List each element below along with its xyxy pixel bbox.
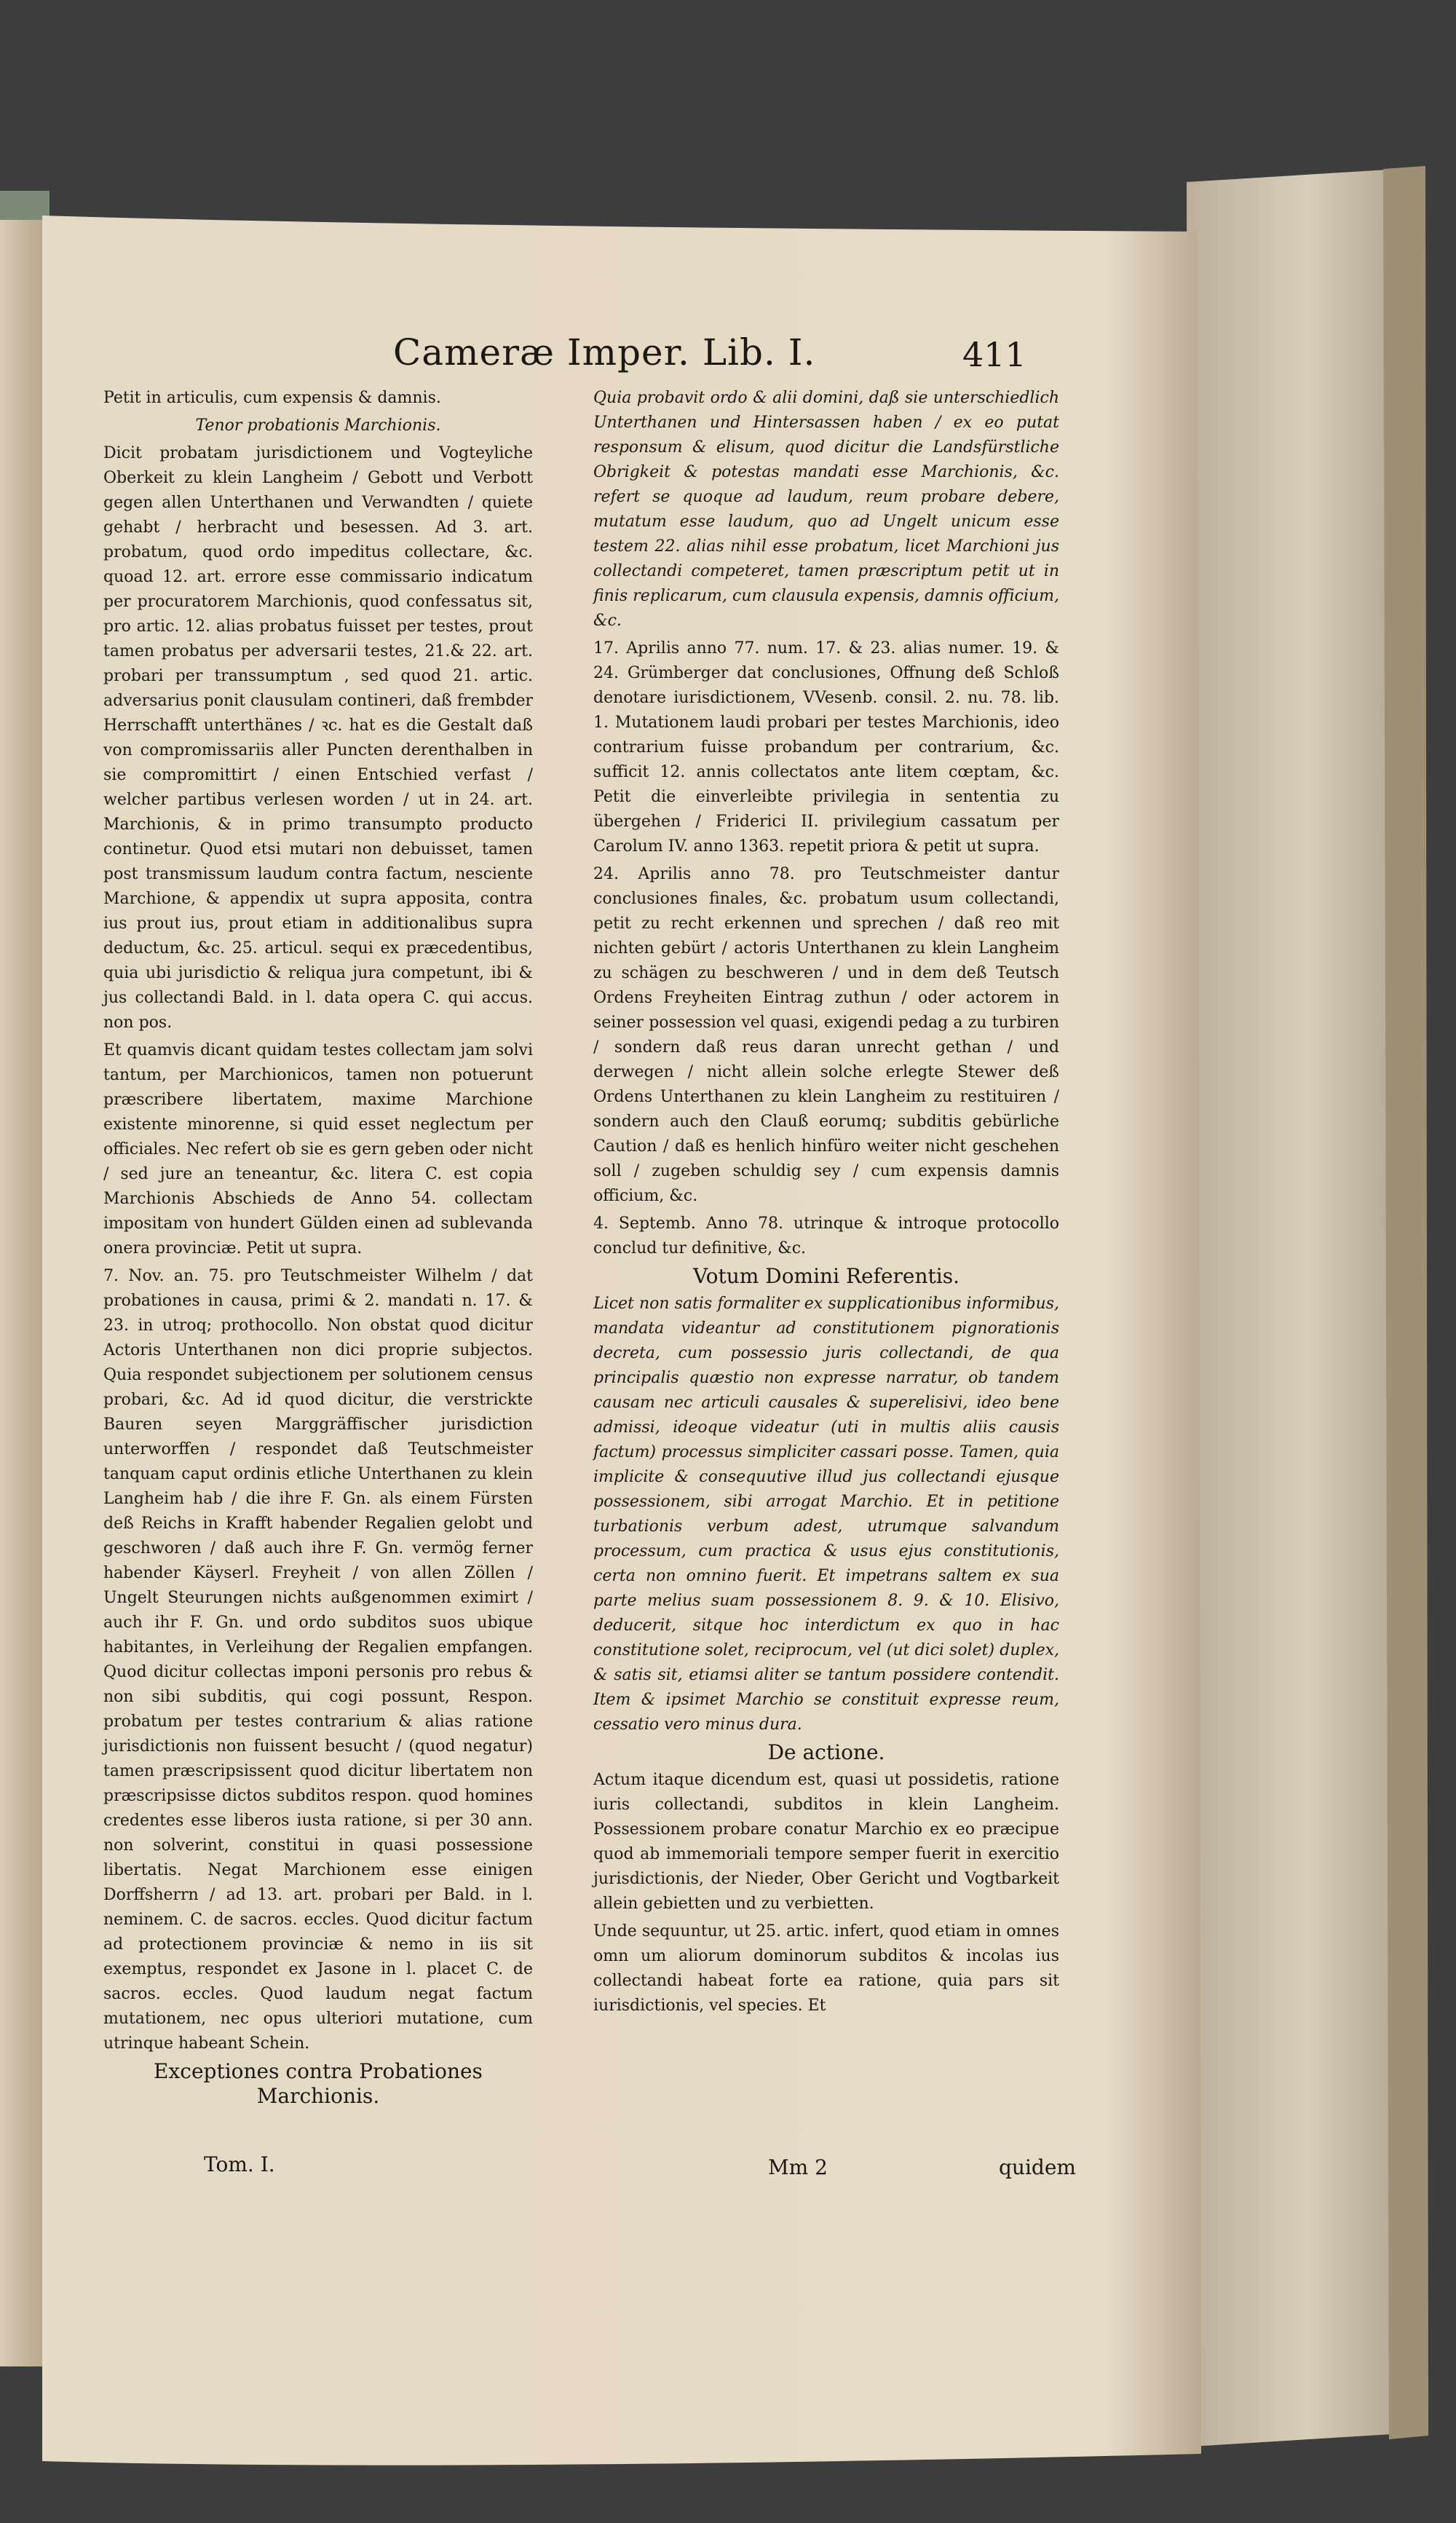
left-paragraph: Et quamvis dicant quidam testes collectam jam solvi tantum, per Marchionicos, tamen non potuerunt præscribere libertatem, maxime Marchione existente minorenne, si quid esset neglectum per officiales. Nec refert ob sie es gern geben oder nicht / sed jure an teneantur, &c. litera C. est copia Marchionis Abschieds de Anno 54. collectam impositam von hundert Gülden einen ad sublevanda onera provinciæ. Petit ut supra. [103, 1041, 533, 1257]
right-column [593, 386, 1059, 2021]
right-paragraph: De actione. [767, 1740, 885, 1764]
right-paragraph: Votum Domini Referentis. [693, 1264, 960, 1288]
left-column [103, 386, 533, 2112]
page-number: 411 [962, 335, 1026, 374]
right-paragraph: 4. Septemb. Anno 78. utrinque & introque protocollo conclud tur definitive, &c. [593, 1215, 1059, 1257]
signature-mark: Mm 2 [768, 2155, 828, 2179]
left-paragraph: 7. Nov. an. 75. pro Teutschmeister Wilhelm / dat probationes in causa, primi & 2. mandati n. 17. & 23. in utroq; prothocollo. Non obstat quod dicitur Actoris Unterthanen non dici proprie subjectos. Quia respondet subjectionem per solutionem census probari, &c. Ad id quod dicitur, die verstrickte Bauren seyen Marggräffischer jurisdiction unterworffen / respondet daß Teutschmeister tanquam caput ordinis etliche Unterthanen zu klein Langheim hab / die ihre F. Gn. als einem Fürsten deß Reichs in Krafft habender Regalien gelobt und geschworen / daß auch ihre F. Gn. vermög ferner habender Käyserl. Freyheit / von allen Zöllen / Ungelt Steurungen nichts außgenommen eximirt / auch ihr F. Gn. und ordo subditos suos ubique habitantes, in Verleihung der Regalien empfangen. Quod dicitur collectas imponi personis pro rebus & non sibi subditis, qui cogi possunt, Respon. probatum per testes contrarium & alias ratione jurisdictionis non fuissent besucht / (quod negatur) tamen præscripsissent quod dicitur libertatem non præscripsisse dictos subditos respon. quod homines credentes esse liberos iusta ratione, si per 30 ann. non solverint, constitui in quasi possessione libertatis. Negat Marchionem esse einigen Dorffsherrn / ad 13. art. probari per Bald. in l. neminem. C. de sacros. eccles. Quod dicitur factum ad protectionem provinciæ & nemo in iis sit exemptus, respondet ex Jasone in l. placet C. de sacros. eccles. Quod laudum negat factum mutationem, nec opus ulteriori mutatione, cum utrinque habeant Schein. [103, 1267, 533, 2053]
right-paragraph: Unde sequuntur, ut 25. artic. infert, quod etiam in omnes omn um aliorum dominorum subditos & incolas ius collectandi habeat forte ea ratione, quia pars sit iurisdictionis, vel species. Et [593, 1922, 1059, 2015]
left-binding [0, 191, 50, 220]
left-paragraph: Tenor probationis Marchionis. [195, 416, 441, 435]
page-fore-edge-shadow [1383, 166, 1428, 2439]
left-paragraph: Dicit probatam jurisdictionem und Vogteyliche Oberkeit zu klein Langheim / Gebott und Verbott gegen allen Unterthanen und Verwandten / quiete gehabt / herbracht und besessen. Ad 3. art. probatum, quod ordo impeditus collectare, &c. quoad 12. art. errore esse commissario indicatum per procuratorem Marchionis, quod confessatus sit, pro artic. 12. alias probatus fuisset per testes, prout tamen probatus per adversarii testes, 21.& 22. art. probari per transsumptum , sed quod 21. artic. adversarius ponit clausulam contineri, daß frembder Herrschafft unterthänes / ꝛc. hat es die Gestalt daß von compromissariis aller Puncten derenthalben in sie compromittirt / einen Entschied verfast / welcher partibus verlesen worden / ut in 24. art. Marchionis, & in primo transumpto producto continetur. Quod etsi mutari non debuisset, tamen post transmissum laudum contra factum, nesciente Marchione, & appendix ut supra apposita, contra ius prout ius, prout etiam in additionalibus supra deductum, &c. 25. articul. sequi ex præcedentibus, quia ubi jurisdictio & reliqua jura competunt, ibi & jus collectandi Bald. in l. data opera C. qui accus. non pos. [103, 444, 533, 1032]
left-page-edge [0, 211, 42, 2366]
volume-label: Tom. I. [204, 2152, 275, 2176]
right-paragraph: Quia probavit ordo & alii domini, daß sie unterschiedlich Unterthanen und Hintersassen haben / ex eo putat responsum & elisum, quod dicitur die Landsfürstliche Obrigkeit & potestas mandati esse Marchionis, &c. refert se quoque ad laudum, reum probare debere, mutatum esse laudum, quo ad Ungelt unicum esse testem 22. alias nihil esse probatum, licet Marchioni jus collectandi competeret, tamen præscriptum petit ut in finis replicarum, cum clausula expensis, damnis officium, &c. [593, 389, 1059, 630]
catchword: quidem [999, 2155, 1076, 2179]
left-paragraph: Exceptiones contra Probationes Marchionis. [154, 2059, 483, 2108]
right-paragraph: Actum itaque dicendum est, quasi ut possidetis, ratione iuris collectandi, subditos in klein Langheim. Possessionem probare conatur Marchio ex eo præcipue quod ab immemoriali tempore semper fuerit in exercitio jurisdictionis, der Nieder, Ober Gericht und Vogtbarkeit allein gebietten und zu verbietten. [593, 1771, 1059, 1913]
right-paragraph: 24. Aprilis anno 78. pro Teutschmeister dantur conclusiones finales, &c. probatum usum collectandi, petit zu recht erkennen und sprechen / daß reo mit nichten gebürt / actoris Unterthanen zu klein Langheim zu schägen zu beschweren / und in dem deß Teutsch Ordens Freyheiten Eintrag zuthun / oder actorem in seiner possession vel quasi, exigendi pedag a zu turbiren / sondern daß reus daran unrecht gethan / und derwegen / nicht allein solche erlegte Stewer deß Ordens Unterthanen zu klein Langheim zu restituiren / sondern auch den Clauß eorumq; subditis gebürliche Caution / daß es henlich hinfüro weiter nicht geschehen soll / zugeben schuldig sey / cum expensis damnis officium, &c. [593, 865, 1059, 1205]
right-paragraph: Licet non satis formaliter ex supplicationibus informibus, mandata videantur ad constitutionem pignorationis decreta, cum possessio juris collectandi, de qua principalis quæstio non expresse narratur, ob tandem causam nec articuli causales & superelisivi, ideo bene admissi, ideoque videatur (uti in multis aliis causis factum) processus simpliciter cassari posse. Tamen, quia implicite & consequutive illud jus collectandi ejusque possessionem, sibi arrogat Marchio. Et in petitione turbationis verbum adest, utrumque salvandum processum, cum practica & usus ejus constitutionis, certa non omnino fuerit. Et impetrans saltem ex sua parte melius suam possessionem 8. 9. & 10. Elisivo, deducerit, sitque hoc interdictum ex quo in hac constitutione solet, reciprocum, vel (ut dici solet) duplex, & satis sit, etiamsi aliter se tantum possidere contendit. Item & ipsimet Marchio se constituit expresse reum, cessatio vero minus dura. [593, 1295, 1059, 1734]
running-title: Cameræ Imper. Lib. I. [393, 331, 816, 374]
right-paragraph: 17. Aprilis anno 77. num. 17. & 23. alias numer. 19. & 24. Grümberger dat conclusiones, Offnung deß Schloß denotare iurisdictionem, VVesenb. consil. 2. nu. 78. lib. 1. Mutationem laudi probari per testes Marchionis, ideo contrarium fuisse probandum per contrarium, &c. sufficit 12. annis collectatos ante litem cœptam, &c. Petit die einverleibte privilegia in sententia zu übergehen / Friderici II. privilegium cassatum per Carolum IV. anno 1363. repetit priora & petit ut supra. [593, 639, 1059, 856]
left-paragraph: Petit in articulis, cum expensis & damnis. [103, 389, 441, 407]
